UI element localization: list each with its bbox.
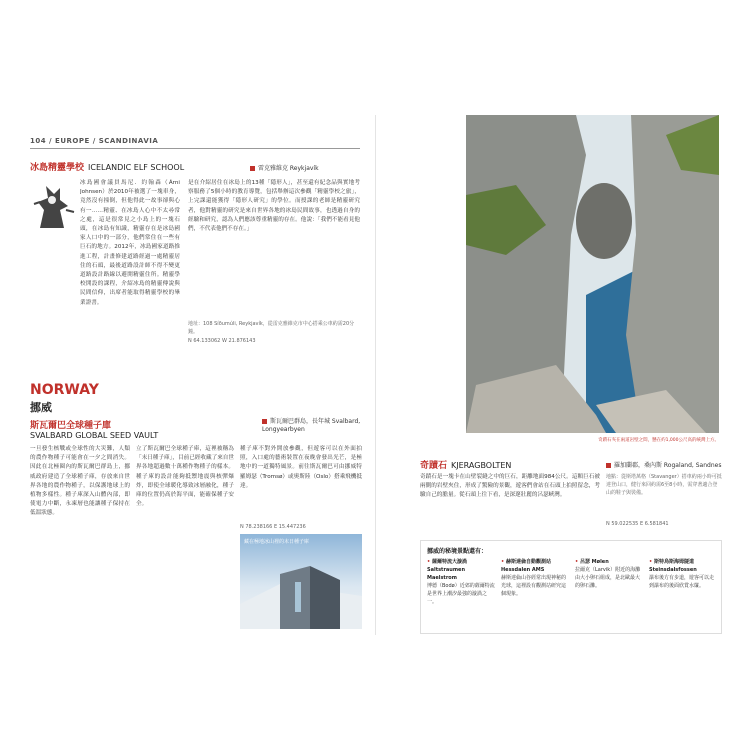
- seed-vault-col3: 種子庫不對外開放參觀，但遊客可以在外面拍照，入口處的藝術裝置在夜晚會發出光芒，是極地中的一道獨特風景。前往斯瓦爾巴可由挪威特羅姆瑟（Tromsø）或奧斯陸（Oslo）搭乘飛機抵達。: [240, 446, 362, 489]
- seed-vault-col1: 一旦發生核戰或全球性的大災難，人類的農作物種子可能會在一夕之間消失。因此在北極圈內的斯瓦爾巴群島上，挪威政府建造了全球種子庫，存放來自世界各地的農作物種子，以保護地球上的植物多樣性。種子庫深入山體內部，即使電力中斷，永凍層也能讓種子保持在低溫狀態。: [30, 446, 130, 517]
- more-spots-item-text: 拉爾克（Larvik）附近的海灘由大小卵石組成，是北歐最大的卵石灘。: [575, 567, 641, 589]
- more-spots-item-name: 呂瑟 Mølen: [579, 559, 609, 565]
- seed-vault-col2: 立了斯瓦爾巴全球種子庫，這裡被稱為「末日種子庫」，目前已經收藏了來自世界各地超過數十萬種作物種子的樣本。種子庫的設計能夠抵禦地震與核彈爆炸，即使全球暖化導致冰層融化，種子庫的位置仍高於海平面，能確保種子安全。: [136, 446, 234, 508]
- elf-school-title-en: ICELANDIC ELF SCHOOL: [88, 163, 185, 172]
- more-spots-item: • 薩爾特流大漩渦 Saltstraumen Maelstrom 博德（Bodø）近郊的薩爾特流是世界上潮汐最強的漩渦之一。: [427, 559, 495, 605]
- seed-vault-coords: N 78.238166 E 15.447236: [240, 524, 306, 530]
- seed-vault-title-zh: 斯瓦爾巴全球種子庫: [30, 421, 112, 431]
- more-spots-item: • 呂瑟 Mølen 拉爾克（Larvik）附近的海灘由大小卵石組成，是北歐最大的卵石灘。: [575, 558, 643, 590]
- elf-school-location-text: 雷克雅維克 Reykjavík: [258, 165, 319, 172]
- elf-school-col1: 冰島國會議員馬尼．約翰森（Árni Johnsen）於2010年被選了一塊車身，竟然沒有撞倒，但他得此一故事卻與心有一……精靈、在冰島人心中不太尋常之處，這是很常見之小島上的一塊石頭，在冰島有知識，精靈存在是冰島國家人口中的一部分，他們常住在一些有巨石的地方。2012年，冰島國家道路推進工程，計畫修建道路經過一處精靈居住的石頭，最後道路設計師不得不變更道路設計路線以避開精靈住所。精靈學校開設的課程，介紹冰島的精靈傳說與民間信仰，出席者能取得精靈學校的畢業證書。: [80, 180, 180, 306]
- country-zh: 挪威: [30, 401, 52, 414]
- kjeragbolten-title-zh: 奇蹟石: [420, 461, 448, 471]
- kjeragbolten-photo: [466, 115, 719, 433]
- elf-school-title-zh: 冰島精靈學校: [30, 163, 85, 173]
- more-spots-item-text: 赫斯達倫山谷經常出現神秘的光球，這裡設有觀測站研究這個現象。: [501, 575, 567, 597]
- running-head-rule: [30, 148, 360, 149]
- more-spots-item: • 赫斯達倫自動觀測站 Hessdalen AMS 赫斯達倫山谷經常出現神秘的光球，這裡設有觀測站研究這個現象。: [501, 558, 569, 598]
- kjeragbolten-title-en: KJERAGBOLTEN: [451, 461, 512, 470]
- more-spots-title: 挪威的秘境景點還有：: [427, 548, 488, 555]
- kjeragbolten-col2: 地點：從斯塔萬格（Stavanger）搭車約兩小時可抵達登山口，健行來回約需6至8小時，需穿著適合登山的鞋子與裝備。: [606, 474, 722, 496]
- location-pin-icon: [262, 419, 267, 424]
- seed-vault-location: [262, 418, 362, 434]
- country-heading: [30, 382, 99, 415]
- kjeragbolten-location: [606, 460, 721, 469]
- seed-vault-photo-caption: 藏在極地冰山裡的末日種子庫: [244, 539, 310, 545]
- location-pin-icon: [250, 166, 255, 171]
- kjeragbolten-coords: N 59.022535 E 6.581841: [606, 521, 669, 527]
- more-spots-item-text: 瀑布後方有步道，遊客可以走到瀑布的後面欣賞水簾。: [649, 575, 715, 589]
- seed-vault-photo: [240, 534, 362, 629]
- seed-vault-title-en: SVALBARD GLOBAL SEED VAULT: [30, 431, 159, 440]
- right-page: [376, 115, 750, 635]
- more-spots-item-name: 赫斯達倫自動觀測站 Hessdalen AMS: [501, 559, 551, 573]
- more-spots-item-text: 博德（Bodø）近郊的薩爾特流是世界上潮汐最強的漩渦之一。: [427, 583, 495, 605]
- more-spots-item-name: 薩爾特流大漩渦 Saltstraumen Maelstrom: [427, 559, 467, 581]
- kjeragbolten-location-text: 羅加蘭郡，桑內斯 Rogaland, Sandnes: [614, 462, 722, 469]
- left-page: [0, 115, 376, 635]
- book-spread: [0, 115, 750, 635]
- elf-school-col2: 是在介紹居住在冰島上的13種「隱形人」，甚至還有紀念品與實地考察服務了5個小時的教育導覽，包括舉辦這次參觀「精靈學校之旅」，上完課還能獲得「隱形人研究」的學位。而授課的老師是精靈研究者，他對精靈的研究是來自世界各地的冰島民間故事，也透過自身的經驗和研究，認為人們應該尊重精靈的存在。他說：「我們不能看見他們，不代表他們不存在。」: [188, 180, 360, 233]
- country-en: NORWAY: [30, 382, 99, 398]
- elf-school-coords: N 64.133062 W 21.876143: [188, 338, 256, 344]
- seed-vault-location-text: 斯瓦爾巴群島，長年城 Svalbard, Longyearbyen: [262, 418, 361, 433]
- more-spots-box: [420, 540, 722, 634]
- more-spots-item: • 斯特烏斯海姆隧道 Steinsdalsfossen 瀑布後方有步道，遊客可以走到瀑布的後面欣賞水簾。: [649, 558, 717, 590]
- more-spots-item-name: 斯特烏斯海姆隧道 Steinsdalsfossen: [649, 559, 697, 573]
- elf-school-location: [250, 163, 319, 172]
- kjeragbolten-photo-caption: 奇蹟石夾在兩道岩壁之間，懸在約1,000公尺高的峽灣上方。: [598, 438, 719, 443]
- kjeragbolten-col1: 奇蹟石是一塊卡在山壁裂縫之中的巨石，距離地面984公尺。這顆巨石被兩側的岩壁夾住，形成了驚險的景觀，遊客們會站在石頭上拍照留念，考驗自己的膽量。從石頭上往下看，是深邃壯麗的呂瑟峽灣。: [420, 474, 600, 499]
- location-pin-icon: [606, 463, 611, 468]
- elf-school-address: 地址：108 Síðumúli, Reykjavík，從雷克雅維克市中心搭乘公車約需20分鐘。: [188, 321, 355, 335]
- running-head: 104 / EUROPE / SCANDINAVIA: [30, 137, 159, 145]
- kjeragbolten-title: [420, 458, 511, 471]
- elf-school-title: [30, 160, 184, 173]
- elf-illustration: [30, 180, 76, 230]
